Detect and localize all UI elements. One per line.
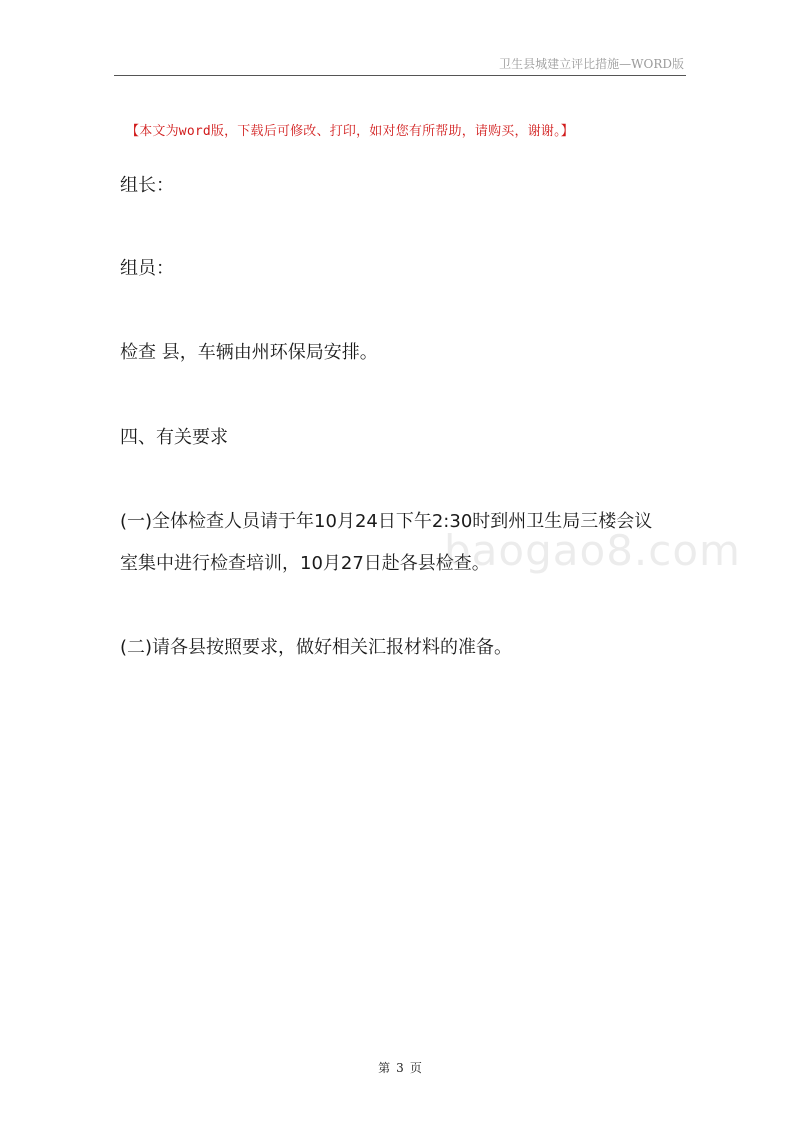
footer-prefix: 第 bbox=[378, 1061, 391, 1075]
paragraph-inspection-county: 检查 县，车辆由州环保局安排。 bbox=[120, 342, 378, 363]
purchase-notice: 【本文为word版，下载后可修改、打印，如对您有所帮助，请购买，谢谢。】 bbox=[126, 124, 575, 139]
header-divider bbox=[114, 75, 686, 76]
paragraph-group-leader: 组长： bbox=[120, 175, 174, 196]
paragraph-group-members: 组员： bbox=[120, 258, 174, 279]
paragraph-requirement-one-line2: 室集中进行检查培训，10月27日赴各县检查。 bbox=[120, 553, 490, 574]
footer-suffix: 页 bbox=[409, 1061, 422, 1075]
paragraph-requirement-one-line1: (一)全体检查人员请于年10月24日下午2:30时到州卫生局三楼会议 bbox=[120, 511, 653, 532]
footer-page-number: 3 bbox=[396, 1061, 404, 1075]
paragraph-requirement-two: (二)请各县按照要求，做好相关汇报材料的准备。 bbox=[120, 637, 513, 658]
section-heading-requirements: 四、有关要求 bbox=[120, 427, 228, 448]
header-title: 卫生县城建立评比措施—WORD版 bbox=[499, 57, 684, 71]
watermark: baogao8.com bbox=[444, 526, 741, 575]
page-footer bbox=[0, 1059, 800, 1076]
